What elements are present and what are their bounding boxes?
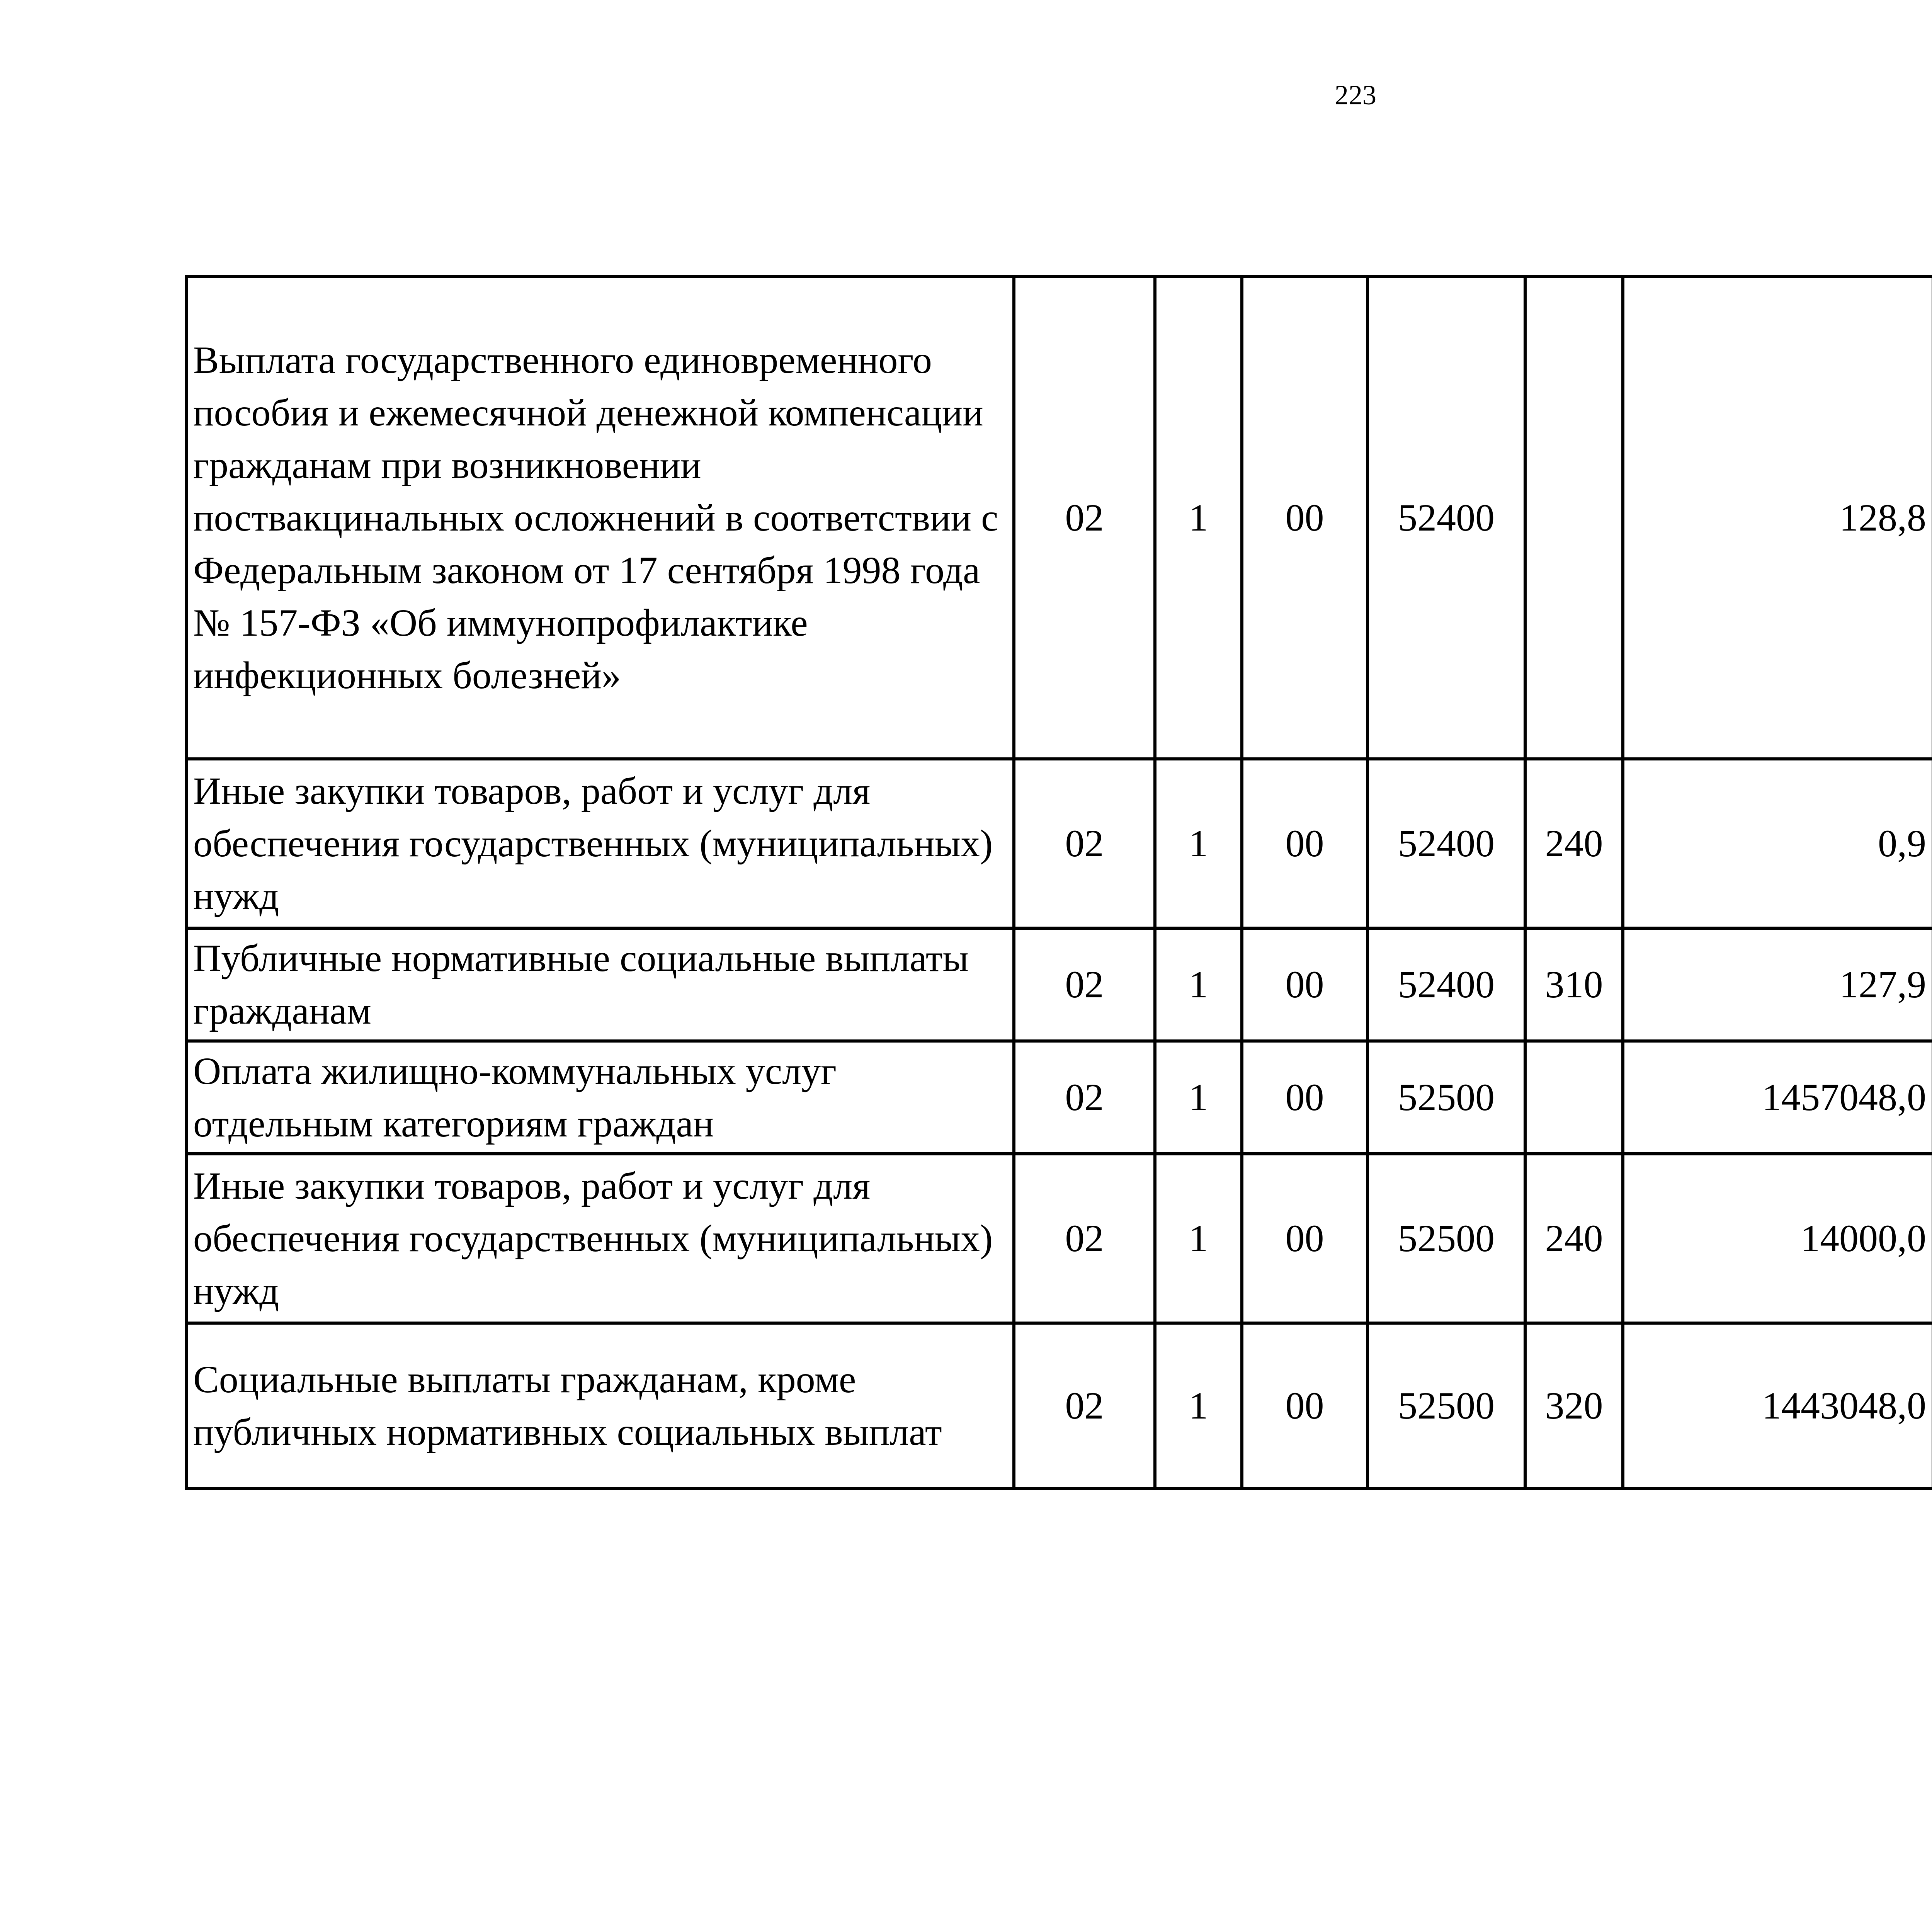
program-code-cell: 1	[1155, 1041, 1242, 1154]
section-code-cell: 02	[1014, 928, 1155, 1041]
row-name-cell: Иные закупки товаров, работ и услуг для обеспечения государственных (муниципальных) нужд	[186, 1154, 1014, 1323]
program-code-cell: 1	[1155, 759, 1242, 928]
subprogram-code-cell: 00	[1242, 1323, 1367, 1488]
table-row	[186, 759, 1932, 928]
page-number: 223	[1335, 80, 1376, 111]
row-name-cell: Иные закупки товаров, работ и услуг для обеспечения государственных (муниципальных) нужд	[186, 759, 1014, 928]
table-row	[186, 1323, 1932, 1488]
subprogram-code-cell: 00	[1242, 928, 1367, 1041]
amount-year1-cell: 14000,0	[1623, 1154, 1932, 1323]
table-row	[186, 277, 1932, 759]
table-row	[186, 928, 1932, 1041]
direction-code-cell: 52500	[1367, 1041, 1525, 1154]
table-row	[186, 1154, 1932, 1323]
subprogram-code-cell: 00	[1242, 277, 1367, 759]
expense-type-cell: 240	[1525, 1154, 1623, 1323]
table-row	[186, 1041, 1932, 1154]
section-code-cell: 02	[1014, 1323, 1155, 1488]
row-name-cell: Оплата жилищно-коммунальных услуг отдельным категориям граждан	[186, 1041, 1014, 1154]
row-name-cell: Социальные выплаты гражданам, кроме публичных нормативных социальных выплат	[186, 1323, 1014, 1488]
amount-year1-cell: 1443048,0	[1623, 1323, 1932, 1488]
expense-type-cell	[1525, 1041, 1623, 1154]
program-code-cell: 1	[1155, 277, 1242, 759]
section-code-cell: 02	[1014, 759, 1155, 928]
budget-table	[185, 275, 1932, 1490]
expense-type-cell	[1525, 277, 1623, 759]
direction-code-cell: 52400	[1367, 928, 1525, 1041]
direction-code-cell: 52400	[1367, 277, 1525, 759]
amount-year1-cell: 0,9	[1623, 759, 1932, 928]
amount-year1-cell: 127,9	[1623, 928, 1932, 1041]
program-code-cell: 1	[1155, 1323, 1242, 1488]
amount-year1-cell: 128,8	[1623, 277, 1932, 759]
direction-code-cell: 52500	[1367, 1323, 1525, 1488]
subprogram-code-cell: 00	[1242, 1154, 1367, 1323]
amount-year1-cell: 1457048,0	[1623, 1041, 1932, 1154]
section-code-cell: 02	[1014, 277, 1155, 759]
section-code-cell: 02	[1014, 1041, 1155, 1154]
section-code-cell: 02	[1014, 1154, 1155, 1323]
expense-type-cell: 240	[1525, 759, 1623, 928]
direction-code-cell: 52500	[1367, 1154, 1525, 1323]
program-code-cell: 1	[1155, 928, 1242, 1041]
row-name-cell: Выплата государственного единовременного пособия и ежемесячной денежной компенсации гражданам при возникновении поствакцинальных осложнений в соответствии с Федеральным законом от 17 сентября 1998 года № 157-ФЗ «Об иммунопрофилактике инфекционных болезней»	[186, 277, 1014, 759]
row-name-cell: Публичные нормативные социальные выплаты гражданам	[186, 928, 1014, 1041]
program-code-cell: 1	[1155, 1154, 1242, 1323]
expense-type-cell: 310	[1525, 928, 1623, 1041]
expense-type-cell: 320	[1525, 1323, 1623, 1488]
subprogram-code-cell: 00	[1242, 759, 1367, 928]
direction-code-cell: 52400	[1367, 759, 1525, 928]
subprogram-code-cell: 00	[1242, 1041, 1367, 1154]
